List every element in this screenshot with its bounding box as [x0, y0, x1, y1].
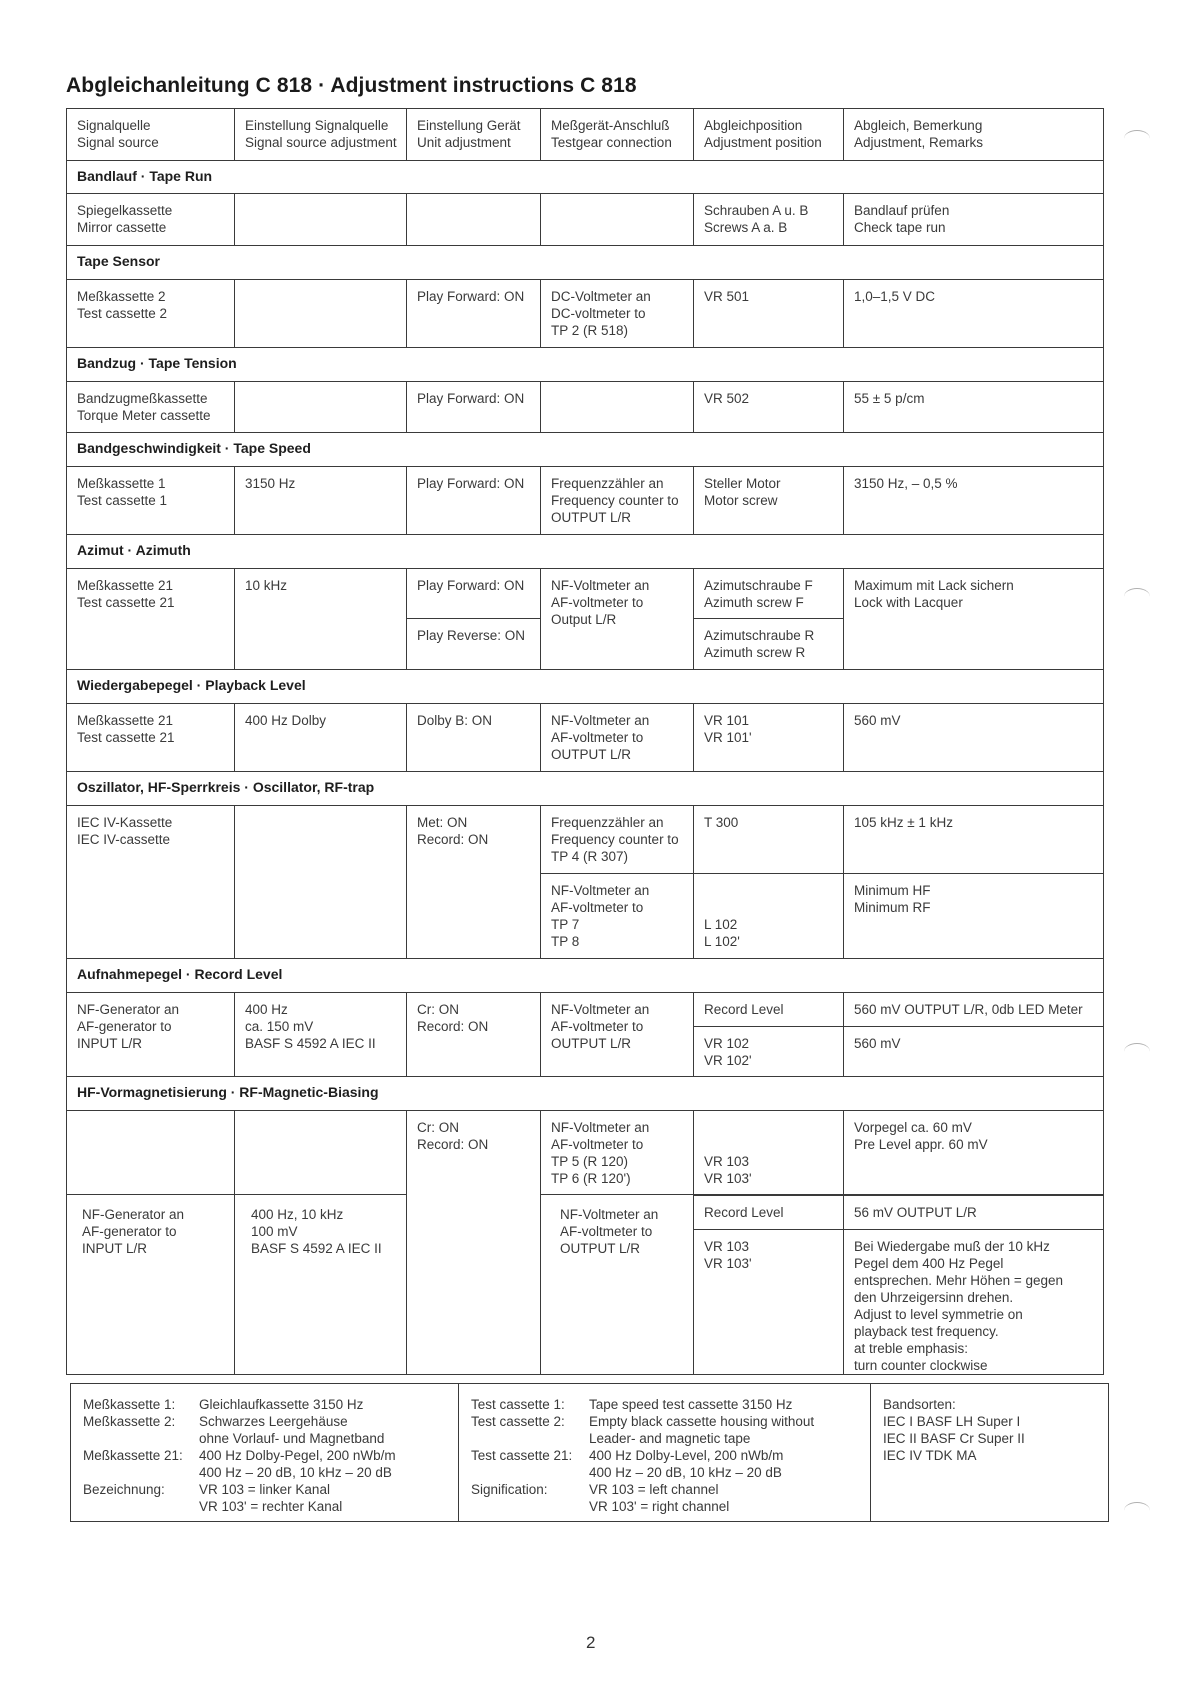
cell-testgear: NF-Voltmeter an AF-voltmeter to OUTPUT L/R — [541, 704, 694, 772]
cell-position: VR 103 VR 103' — [694, 1230, 844, 1375]
cell-position: L 102 L 102' — [694, 874, 844, 959]
cell-position: Record Level — [694, 1196, 844, 1230]
cell-unit-reverse: Play Reverse: ON — [407, 619, 541, 670]
cell-source: Meßkassette 21 Test cassette 21 — [67, 569, 235, 670]
table-row — [67, 569, 1104, 619]
binder-hole-mark — [1124, 588, 1150, 605]
binder-hole-mark — [1124, 1502, 1150, 1519]
cell-testgear: DC-Voltmeter an DC-voltmeter to TP 2 (R 518) — [541, 280, 694, 348]
section-tape-sensor: Tape Sensor — [67, 246, 1104, 280]
cell-testgear: NF-Voltmeter an AF-voltmeter to TP 7 TP 8 — [541, 874, 694, 959]
legend-tape-types: Bandsorten: IEC I BASF LH Super I IEC II BASF Cr Super II IEC IV TDK MA — [883, 1397, 1025, 1463]
binder-hole-mark — [1124, 130, 1150, 147]
cell-source: IEC IV-Kassette IEC IV-cassette — [67, 806, 235, 959]
bias-signal-2: 400 Hz, 10 kHz 100 mV BASF S 4592 A IEC II — [251, 1207, 382, 1256]
cell-signal: 10 kHz — [235, 569, 407, 670]
cell-testgear: NF-Voltmeter an AF-voltmeter to OUTPUT L/R — [541, 993, 694, 1077]
table-row — [67, 806, 1104, 874]
cell-position: T 300 — [694, 806, 844, 874]
cell-source: NF-Generator an AF-generator to INPUT L/R — [67, 993, 235, 1077]
cell-unit-forward: Play Forward: ON — [407, 569, 541, 619]
cell-position: VR 501 — [694, 280, 844, 348]
cell-source: Spiegelkassette Mirror cassette — [67, 194, 235, 246]
cell-position-f: Azimutschraube F Azimuth screw F — [694, 569, 844, 619]
legend-german: Meßkassette 1: Gleichlaufkassette 3150 Hz Meßkassette 2: Schwarzes Leergehäuse ohne Vorlauf- und Magnetband Meßkassette 21: 400 Hz Dolby-Pegel, 200 nWb/m 400 Hz – 20 dB, 10 kHz – 20 dB Bezeichnung: VR 103 = linker Kanal VR 103' = rechter Kanal — [71, 1384, 459, 1521]
cell-testgear: Frequenzzähler an Frequency counter to TP 4 (R 307) — [541, 806, 694, 874]
cell-testgear: NF-Voltmeter an AF-voltmeter to Output L/R — [541, 569, 694, 670]
cell-remarks: 1,0–1,5 V DC — [844, 280, 1104, 348]
section-tape-speed: Bandgeschwindigkeit · Tape Speed — [67, 433, 1104, 467]
header-remarks: Abgleich, Bemerkung Adjustment, Remarks — [844, 109, 1104, 161]
cell-source: Meßkassette 1 Test cassette 1 — [67, 467, 235, 535]
cell-position: VR 101 VR 101' — [694, 704, 844, 772]
section-oscillator: Oszillator, HF-Sperrkreis · Oscillator, RF-trap — [67, 772, 1104, 806]
cell-remarks: Maximum mit Lack sichern Lock with Lacquer — [844, 569, 1104, 670]
cell-signal: 3150 Hz — [235, 467, 407, 535]
cell-remarks: 560 mV OUTPUT L/R, 0db LED Meter — [844, 993, 1104, 1027]
section-record-level: Aufnahmepegel · Record Level — [67, 959, 1104, 993]
cell-source: Meßkassette 2 Test cassette 2 — [67, 280, 235, 348]
table-row — [67, 280, 1104, 348]
cell-remarks: 560 mV — [844, 704, 1104, 772]
cell-remarks: 55 ± 5 p/cm — [844, 382, 1104, 433]
cell-signal: 400 Hz ca. 150 mV BASF S 4592 A IEC II — [235, 993, 407, 1077]
table-row — [67, 467, 1104, 535]
page-number: 2 — [586, 1633, 596, 1652]
header-unit-adjustment: Einstellung Gerät Unit adjustment — [407, 109, 541, 161]
cell-signal: 400 Hz Dolby — [235, 704, 407, 772]
cell-position: Schrauben A u. B Screws A a. B — [694, 194, 844, 246]
binder-hole-mark — [1124, 1043, 1150, 1060]
table-row — [67, 704, 1104, 772]
adjustment-table — [66, 108, 1104, 1375]
table-row — [67, 993, 1104, 1027]
cell-unit: Cr: ON Record: ON — [407, 993, 541, 1077]
section-tape-run: Bandlauf · Tape Run — [67, 161, 1104, 194]
cell-remarks: 105 kHz ± 1 kHz — [844, 806, 1104, 874]
section-tape-tension: Bandzug · Tape Tension — [67, 348, 1104, 382]
cell-position: Steller Motor Motor screw — [694, 467, 844, 535]
cell-remarks: Bei Wiedergabe muß der 10 kHz Pegel dem 400 Hz Pegel entsprechen. Mehr Höhen = gegen den Uhrzeigersinn drehen. Adjust to level symmetrie on playback test frequency. at treble emphasis: turn counter clockwise — [844, 1230, 1104, 1375]
cell-unit: Met: ON Record: ON — [407, 806, 541, 959]
header-adjustment-position: Abgleichposition Adjustment position — [694, 109, 844, 161]
cell-unit: Dolby B: ON — [407, 704, 541, 772]
cell-testgear: Frequenzzähler an Frequency counter to OUTPUT L/R — [541, 467, 694, 535]
section-azimuth: Azimut · Azimuth — [67, 535, 1104, 569]
cell-position: Record Level — [694, 993, 844, 1027]
cell-remarks: 560 mV — [844, 1027, 1104, 1077]
legend-english: Test cassette 1: Tape speed test cassette 3150 Hz Test cassette 2: Empty black cassette housing without Leader- and magnetic tape Test cassette 21: 400 Hz Dolby-Level, 200 nWb/m 400 Hz – 20 dB, 10 kHz – 20 dB Signification: VR 103 = left channel VR 103' = right channel — [459, 1384, 871, 1521]
cell-source: Meßkassette 21 Test cassette 21 — [67, 704, 235, 772]
bias-testgear-2: NF-Voltmeter an AF-voltmeter to OUTPUT L/R — [560, 1207, 659, 1256]
cell-position-r: Azimutschraube R Azimuth screw R — [694, 619, 844, 670]
cell-testgear: NF-Voltmeter an AF-voltmeter to TP 5 (R 120) TP 6 (R 120') — [541, 1111, 694, 1195]
header-row — [67, 109, 1104, 161]
table-row — [67, 382, 1104, 433]
header-signal-source: Signalquelle Signal source — [67, 109, 235, 161]
cell-unit: Play Forward: ON — [407, 467, 541, 535]
page-title: Abgleichanleitung C 818 · Adjustment instructions C 818 — [66, 74, 637, 97]
header-testgear: Meßgerät-Anschluß Testgear connection — [541, 109, 694, 161]
cell-position: VR 102 VR 102' — [694, 1027, 844, 1077]
cell-remarks: 56 mV OUTPUT L/R — [844, 1196, 1104, 1230]
cell-unit: Cr: ON Record: ON — [407, 1111, 541, 1375]
legend-footer — [70, 1383, 1109, 1522]
section-rf-bias: HF-Vormagnetisierung · RF-Magnetic-Biasing — [67, 1077, 1104, 1111]
cell-unit: Play Forward: ON — [407, 280, 541, 348]
cell-remarks: Vorpegel ca. 60 mV Pre Level appr. 60 mV — [844, 1111, 1104, 1195]
section-playback-level: Wiedergabepegel · Playback Level — [67, 670, 1104, 704]
cell-source: Bandzugmeßkassette Torque Meter cassette — [67, 382, 235, 433]
cell-unit: Play Forward: ON — [407, 382, 541, 433]
header-signal-adjustment: Einstellung Signalquelle Signal source adjustment — [235, 109, 407, 161]
cell-position: VR 103 VR 103' — [694, 1111, 844, 1195]
cell-remarks: Minimum HF Minimum RF — [844, 874, 1104, 959]
cell-position: VR 502 — [694, 382, 844, 433]
cell-remarks: Bandlauf prüfen Check tape run — [844, 194, 1104, 246]
cell-remarks: 3150 Hz, – 0,5 % — [844, 467, 1104, 535]
table-row — [67, 194, 1104, 246]
table-row — [67, 1111, 1104, 1195]
bias-source-2: NF-Generator an AF-generator to INPUT L/R — [82, 1207, 185, 1256]
